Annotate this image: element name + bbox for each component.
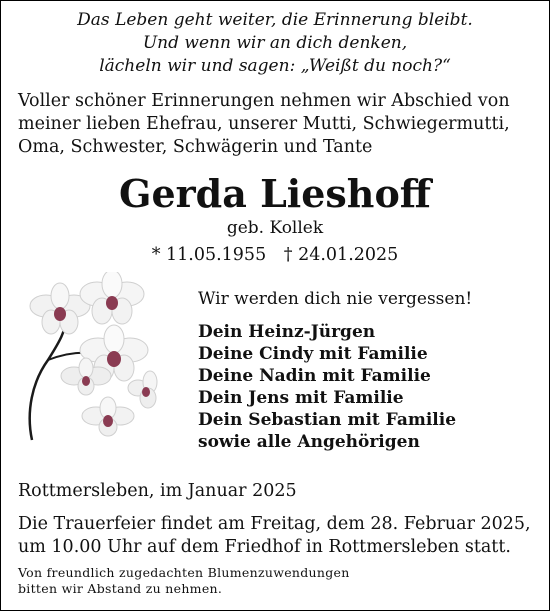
farewell-intro [18, 90, 538, 159]
quote-line: lächeln wir und sagen: „Weißt du noch?“ [99, 56, 451, 76]
flower-donation-note [18, 565, 350, 597]
place-date: Rottmersleben, im Januar 2025 [18, 481, 297, 501]
birth-date: * 11.05.1955 [151, 245, 267, 265]
signer: Dein Sebastian mit Familie [198, 410, 457, 430]
signers-list [198, 321, 456, 453]
signer: Dein Jens mit Familie [198, 388, 404, 408]
quote-line: Das Leben geht weiter, die Erinnerung bleibt. [77, 10, 473, 30]
quote-line: Und wenn wir an dich denken, [142, 33, 408, 53]
intro-line: Oma, Schwester, Schwägerin und Tante [18, 137, 373, 157]
note-line: Von freundlich zugedachten Blumenzuwendungen [18, 565, 350, 580]
mourning-line: Wir werden dich nie vergessen! [198, 289, 473, 309]
service-line: Die Trauerfeier findet am Freitag, dem 28. Februar 2025, [18, 514, 531, 534]
intro-line: meiner lieben Ehefrau, unserer Mutti, Schwiegermutti, [18, 114, 510, 134]
funeral-service-info [18, 513, 531, 559]
signer: Dein Heinz-Jürgen [198, 322, 376, 342]
signer: Deine Nadin mit Familie [198, 366, 431, 386]
life-dates [0, 245, 550, 265]
signer: sowie alle Angehörigen [198, 432, 420, 452]
orchid-icon [18, 272, 168, 442]
intro-line: Voller schöner Erinnerungen nehmen wir Abschied von [18, 91, 510, 111]
deceased-name: Gerda Lieshoff [119, 171, 431, 216]
death-date: † 24.01.2025 [283, 245, 399, 265]
note-line: bitten wir Abstand zu nehmen. [18, 581, 223, 596]
signer: Deine Cindy mit Familie [198, 344, 428, 364]
memorial-quote [0, 9, 550, 78]
service-line: um 10.00 Uhr auf dem Friedhof in Rottmersleben statt. [18, 537, 511, 557]
maiden-name: geb. Kollek [226, 218, 324, 238]
